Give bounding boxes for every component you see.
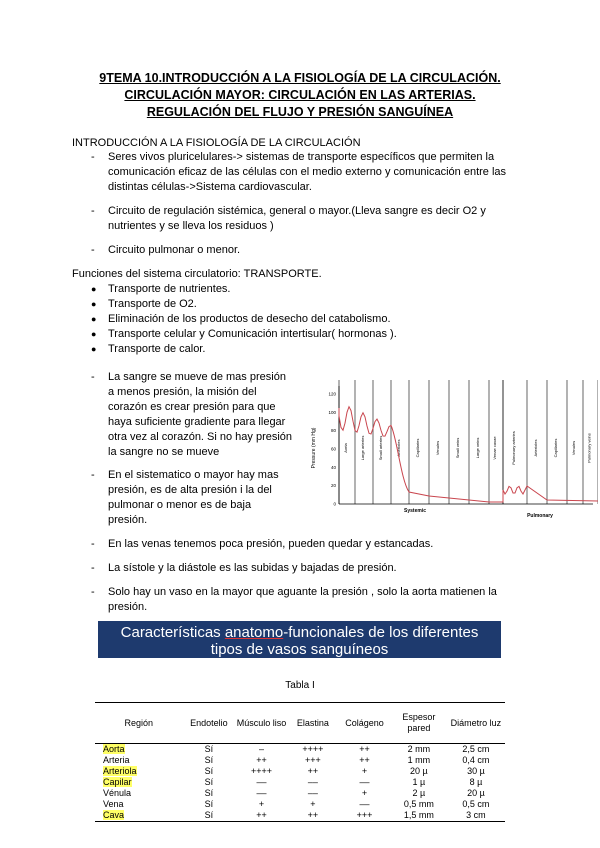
- table-row: [95, 799, 505, 810]
- table-cell: ++++: [250, 766, 272, 776]
- table-cell-region: [95, 744, 183, 756]
- table-cell: ––: [307, 788, 318, 798]
- text-line: Circuito de regulación sistémica, general o mayor.(Lleva sangre es decir O2 y: [108, 205, 486, 217]
- table-cell: 0,5 cm: [462, 799, 490, 809]
- table-cell-region: [95, 777, 183, 788]
- table-cell: Sí: [204, 799, 214, 809]
- table-row: [95, 766, 505, 777]
- table-cell: –: [258, 744, 264, 754]
- table-cell: 0,4 cm: [462, 755, 490, 765]
- highlighted-region: Capilar: [103, 777, 132, 787]
- dash-marker: -: [91, 244, 95, 256]
- intro-item-2: [108, 204, 486, 234]
- table-cell: Sí: [204, 777, 214, 787]
- text-line: distintas células->Sistema cardiovascular.: [108, 181, 312, 193]
- chart-segment-label: Capillaries: [553, 438, 558, 458]
- table-cell-region: Vena: [103, 799, 124, 809]
- dash-marker: -: [91, 562, 95, 574]
- slide-text-underlined: anatomo: [224, 624, 284, 641]
- table-cell: ++: [359, 755, 370, 765]
- chart-segment-label: Large veins: [475, 437, 480, 459]
- title-line-2: CIRCULACIÓN MAYOR: CIRCULACIÓN EN LAS ARTERIAS.: [124, 88, 476, 102]
- chart-xlabel-pulmonary: Pulmonary: [527, 513, 553, 518]
- text-line: corazón es crear presión para que: [108, 401, 276, 413]
- text-line: otra vez al corazón. Si no hay presión: [108, 431, 293, 443]
- table-cell: +++: [304, 755, 321, 765]
- dash-marker: -: [91, 586, 95, 598]
- title-line-1: 9TEMA 10.INTRODUCCIÓN A LA FISIOLOGÍA DE LA CIRCULACIÓN.: [99, 71, 501, 85]
- chart-segment-label: Small arteries: [378, 435, 383, 461]
- chart-segment-label: Capillaries: [415, 438, 420, 458]
- table-cell: ++: [359, 744, 370, 754]
- table-cell: 1 mm: [407, 755, 431, 765]
- text-line: La sangre se mueve de mas presión: [108, 371, 286, 383]
- table-header: Región: [95, 703, 183, 744]
- table-header: Endotelio: [183, 703, 236, 744]
- table-cell: 2 µ: [412, 788, 426, 798]
- function-item: Transporte de calor.: [108, 343, 206, 355]
- note-systemic-vs-pulmonary: [108, 468, 279, 528]
- chart-ylabel: Pressure (mm Hg): [311, 427, 317, 469]
- table-cell: 30 µ: [467, 766, 485, 776]
- table-cell: 1 µ: [412, 777, 426, 787]
- table-cell: ++: [307, 766, 319, 776]
- table-header: Músculo liso: [235, 703, 287, 744]
- table-header: Colágeno: [338, 703, 391, 744]
- chart-ytick: 40: [330, 464, 336, 470]
- dash-marker: -: [91, 469, 95, 481]
- functions-heading: Funciones del sistema circulatorio: TRANSPORTE.: [72, 268, 322, 280]
- chart-segment-label: Pulmonary arteries: [511, 431, 516, 465]
- text-line: Seres vivos pluricelulares-> sistemas de transporte específicos que permiten la: [108, 151, 495, 163]
- note-veins: En las venas tenemos poca presión, pueden quedar y estancadas.: [108, 538, 434, 550]
- bullet-marker: ●: [91, 314, 97, 324]
- table-cell: ++++: [302, 744, 324, 754]
- chart-ytick: 60: [330, 446, 336, 452]
- chart-ytick: 20: [330, 483, 336, 489]
- text-line: pulmonar o menor es de baja: [108, 499, 252, 511]
- slide-text: Características: [120, 624, 225, 641]
- table-cell: 2,5 cm: [462, 744, 490, 754]
- table-cell: Sí: [204, 766, 214, 776]
- table-cell: +: [361, 788, 368, 798]
- table-cell: +: [361, 766, 368, 776]
- table-cell: ––: [359, 777, 370, 787]
- chart-segment-label: Large arteries: [360, 435, 365, 461]
- highlighted-region: Cava: [103, 810, 125, 820]
- table-cell: +++: [338, 810, 391, 822]
- table-cell: 20 µ: [467, 788, 485, 798]
- function-item: Transporte celular y Comunicación intertisular( hormonas ).: [108, 328, 397, 340]
- table-cell-region: Arteria: [103, 755, 130, 765]
- table-row: [95, 777, 505, 788]
- highlighted-region: Aorta: [103, 744, 125, 754]
- chart-ytick: 0: [333, 501, 336, 507]
- table-cell: ––: [256, 777, 267, 787]
- dash-marker: -: [91, 205, 95, 217]
- table-cell: Sí: [204, 744, 214, 754]
- table-cell: ––: [307, 777, 318, 787]
- table-cell: 3 cm: [447, 810, 505, 822]
- chart-ytick: 100: [328, 409, 336, 415]
- chart-ytick: 80: [330, 428, 336, 434]
- text-line: la sangre no se mueve: [108, 446, 220, 458]
- dash-marker: -: [91, 538, 95, 550]
- slide-title-line-1: [98, 624, 501, 641]
- function-item: Transporte de nutrientes.: [108, 283, 231, 295]
- note-aorta: [108, 585, 497, 615]
- table-row: [95, 810, 505, 822]
- table-header: Diámetro luz: [447, 703, 505, 744]
- text-line: haya suficiente gradiente para llegar: [108, 416, 286, 428]
- table-cell: ++: [235, 810, 287, 822]
- table-header-row: [95, 703, 505, 744]
- table-cell: +: [310, 799, 316, 809]
- table-cell: ++: [288, 810, 338, 822]
- chart-segment-label: Small veins: [455, 437, 460, 459]
- intro-item-3: Circuito pulmonar o menor.: [108, 244, 241, 256]
- table-cell: Sí: [204, 755, 214, 765]
- function-item: Transporte de O2.: [108, 298, 197, 310]
- text-line: presión.: [108, 601, 148, 613]
- chart-segment-label: Venae cavae: [492, 436, 497, 460]
- text-line: a menos presión, la misión del: [108, 386, 257, 398]
- chart-segment-label: Arterioles: [396, 439, 401, 457]
- table-cell: 20 µ: [410, 766, 428, 776]
- slide-title-line-2: tipos de vasos sanguíneos: [210, 641, 389, 658]
- bullet-marker: ●: [91, 344, 97, 354]
- bullet-marker: ●: [91, 284, 97, 294]
- function-item: Eliminación de los productos de desecho del catabolismo.: [108, 313, 391, 325]
- bullet-marker: ●: [91, 299, 97, 309]
- text-line: Solo hay un vaso en la mayor que aguante la presión , solo la aorta matienen la: [108, 586, 497, 598]
- chart-segment-label: Venules: [571, 440, 576, 456]
- text-line: presión.: [108, 514, 148, 526]
- table-cell: Sí: [204, 788, 214, 798]
- chart-ytick: 120: [328, 391, 336, 397]
- table-cell: +: [258, 799, 265, 809]
- note-pressure-gradient: [108, 370, 292, 460]
- table-cell: ––: [256, 788, 267, 798]
- table-row: [95, 755, 505, 766]
- chart-segment-label: Venules: [435, 440, 440, 456]
- table-cell: ––: [359, 799, 370, 809]
- table-cell: 2 mm: [407, 744, 431, 754]
- table-caption: Tabla I: [285, 680, 315, 691]
- table-row: [95, 744, 505, 756]
- intro-item-1: [108, 150, 506, 195]
- slide-banner: [98, 621, 501, 658]
- text-line: presión, es de alta presión i la del: [108, 484, 272, 496]
- table-cell-region: [95, 766, 183, 777]
- bullet-marker: ●: [91, 329, 97, 339]
- dash-marker: -: [91, 371, 95, 383]
- table-cell-region: [95, 810, 183, 822]
- chart-segment-label: Aorta: [343, 443, 348, 453]
- intro-heading: INTRODUCCIÓN A LA FISIOLOGÍA DE LA CIRCULACIÓN: [72, 137, 361, 149]
- table-cell-region: Vénula: [103, 788, 132, 798]
- pressure-chart: [305, 368, 598, 518]
- dash-marker: -: [91, 151, 95, 163]
- highlighted-region: Arteriola: [103, 766, 137, 776]
- table-cell: ++: [256, 755, 267, 765]
- text-line: En el sistematico o mayor hay mas: [108, 469, 279, 481]
- text-line: comunicación eficaz de las células con el medio externo y comunicación entre las: [108, 166, 507, 178]
- note-systole-diastole: La sístole y la diástole es las subidas y bajadas de presión.: [108, 562, 397, 574]
- slide-text: -funcionales de los diferentes: [283, 624, 479, 641]
- chart-segment-label: Arterioles: [533, 439, 538, 457]
- chart-segment-label: Pulmonary veins: [586, 433, 592, 463]
- vessel-table-grid: [95, 702, 505, 822]
- table-cell: 1,5 mm: [391, 810, 447, 822]
- document-title: [0, 70, 600, 121]
- table-row: [95, 788, 505, 799]
- table-header: Elastina: [288, 703, 338, 744]
- table-cell: 0,5 mm: [403, 799, 434, 809]
- table-header: Espesor pared: [391, 703, 447, 744]
- text-line: nutrientes y se lleva los residuos ): [108, 220, 274, 232]
- table-cell: 8 µ: [469, 777, 483, 787]
- chart-xlabel-systemic: Systemic: [404, 508, 426, 514]
- table-cell: Sí: [183, 810, 236, 822]
- title-line-3: REGULACIÓN DEL FLUJO Y PRESIÓN SANGUÍNEA: [146, 105, 454, 119]
